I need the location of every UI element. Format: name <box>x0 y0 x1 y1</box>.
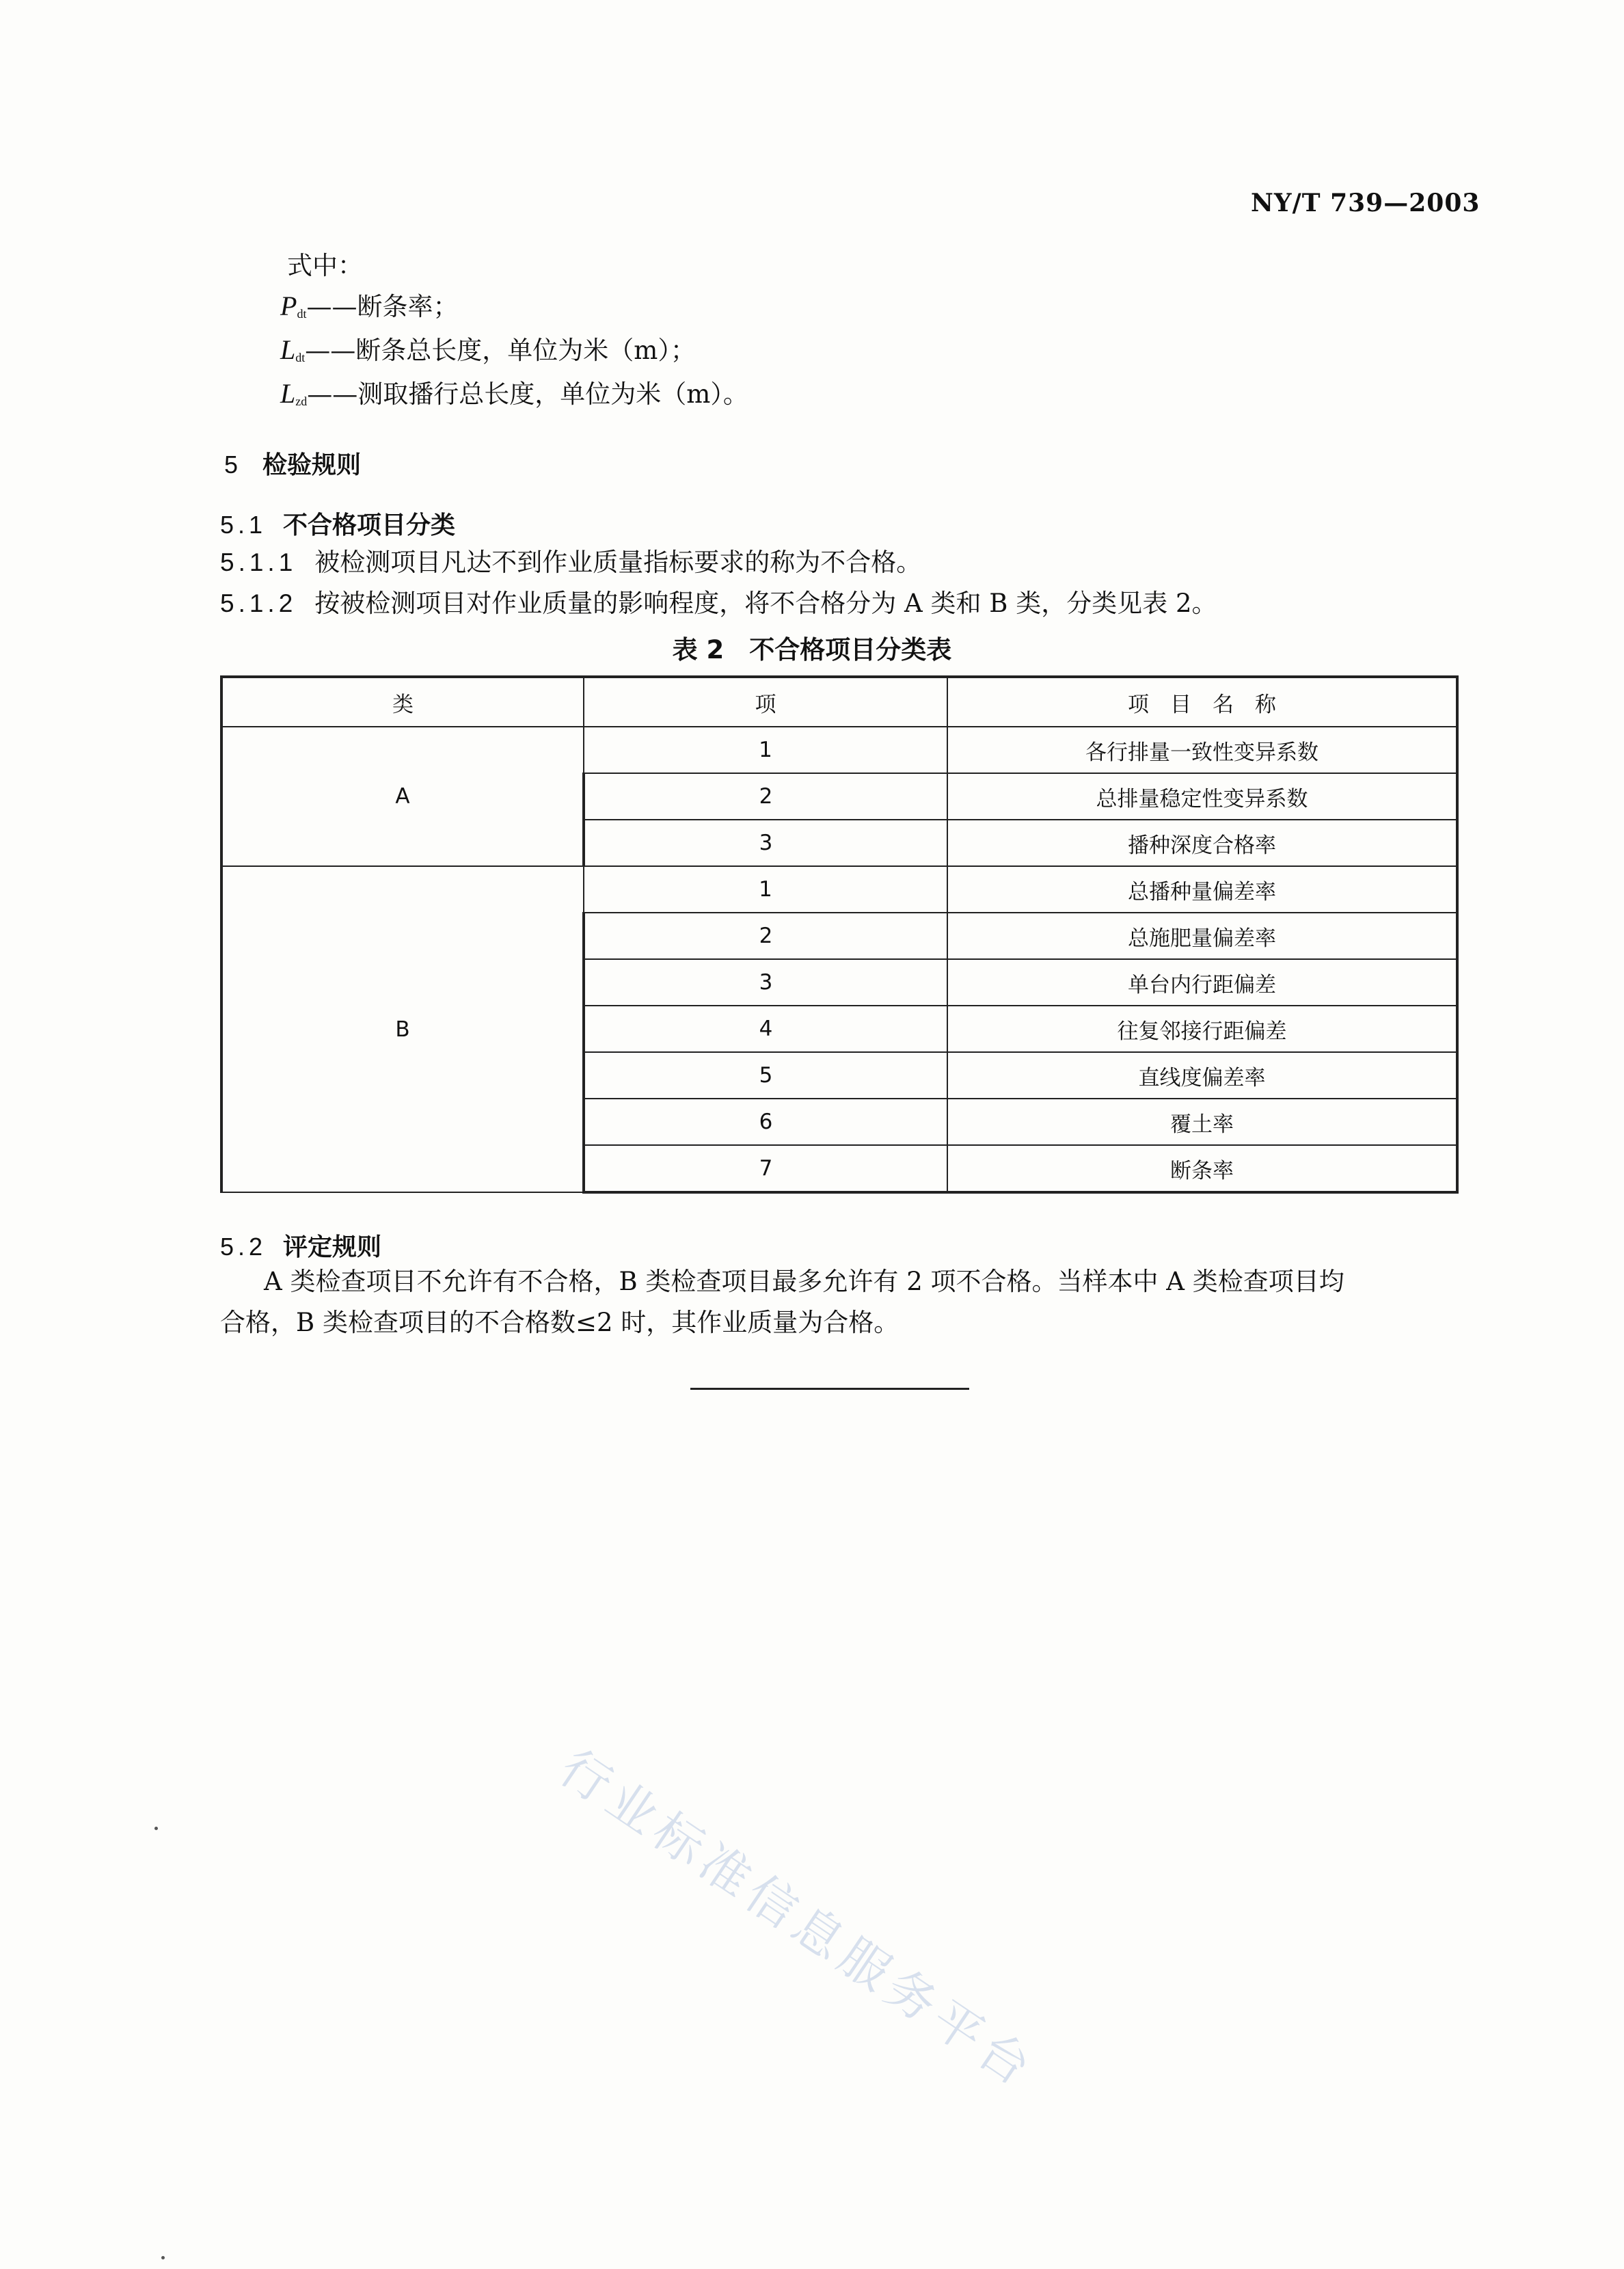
section-5-heading <box>224 446 361 481</box>
standard-code: NY/T 739—2003 <box>1251 189 1480 217</box>
clause-text: 被检测项目凡达不到作业质量指标要求的称为不合格。 <box>314 548 922 577</box>
section-title: 不合格项目分类 <box>283 511 456 539</box>
table-header-row <box>221 677 1457 727</box>
clause-text: 按被检测项目对作业质量的影响程度，将不合格分为 A 类和 B 类，分类见表 2。 <box>314 589 1217 618</box>
legend-symbol: L <box>280 334 296 365</box>
section-number: 5 <box>224 451 243 479</box>
name-cell: 播种深度合格率 <box>947 820 1457 866</box>
legend-item-pdt <box>280 293 458 320</box>
legend-description: ——断条率； <box>306 292 459 321</box>
legend-subscript: dt <box>297 307 307 321</box>
item-cell: 1 <box>584 727 947 773</box>
name-cell: 总播种量偏差率 <box>947 866 1457 913</box>
item-cell: 2 <box>584 773 947 820</box>
name-cell: 覆土率 <box>947 1099 1457 1145</box>
section-5-2-heading <box>220 1228 381 1263</box>
legend-description: ——测取播行总长度，单位为米（m）。 <box>307 379 748 409</box>
clause-number: 5.1.1 <box>220 548 297 576</box>
item-cell: 3 <box>584 820 947 866</box>
name-cell: 各行排量一致性变异系数 <box>947 727 1457 773</box>
end-separator <box>690 1388 969 1390</box>
name-cell: 直线度偏差率 <box>947 1052 1457 1099</box>
name-cell: 单台内行距偏差 <box>947 959 1457 1006</box>
clause-5-1-2 <box>220 591 1217 616</box>
legend-item-ldt <box>280 336 696 364</box>
table-caption: 表 2 不合格项目分类表 <box>672 635 952 664</box>
scan-speck <box>161 2256 165 2259</box>
rule-paragraph-line-2: 合格，B 类检查项目的不合格数≤2 时，其作业质量为合格。 <box>220 1308 899 1337</box>
section-title: 检验规则 <box>262 451 362 479</box>
header-class: 类 <box>221 677 584 727</box>
class-cell-a: A <box>221 727 584 866</box>
table-row <box>221 727 1457 773</box>
section-5-1-heading <box>220 506 455 541</box>
header-name: 项 目 名 称 <box>947 677 1457 727</box>
legend-symbol: P <box>280 291 297 321</box>
item-cell: 7 <box>584 1145 947 1192</box>
legend-item-lzd <box>280 380 748 407</box>
item-cell: 6 <box>584 1099 947 1145</box>
legend-subscript: dt <box>295 351 306 364</box>
classification-table <box>220 675 1459 1194</box>
legend-symbol: L <box>280 378 296 409</box>
section-title: 评定规则 <box>283 1233 382 1261</box>
name-cell: 总施肥量偏差率 <box>947 913 1457 959</box>
rule-paragraph-line-1: A 类检查项目不允许有不合格，B 类检查项目最多允许有 2 项不合格。当样本中 A 类检查项目均 <box>264 1267 1344 1296</box>
watermark: 行业标准信息服务平台 <box>550 1738 1046 2100</box>
item-cell: 5 <box>584 1052 947 1099</box>
item-cell: 4 <box>584 1006 947 1052</box>
section-number: 5.1 <box>220 511 267 539</box>
header-item: 项 <box>584 677 947 727</box>
item-cell: 2 <box>584 913 947 959</box>
legend-description: ——断条总长度，单位为米（m）； <box>305 336 696 365</box>
section-number: 5.2 <box>220 1233 267 1261</box>
name-cell: 总排量稳定性变异系数 <box>947 773 1457 820</box>
item-cell: 1 <box>584 866 947 913</box>
item-cell: 3 <box>584 959 947 1006</box>
scan-speck <box>154 1827 158 1830</box>
clause-number: 5.1.2 <box>220 589 297 617</box>
name-cell: 往复邻接行距偏差 <box>947 1006 1457 1052</box>
class-cell-b: B <box>221 866 584 1192</box>
name-cell: 断条率 <box>947 1145 1457 1192</box>
clause-5-1-1 <box>220 550 921 575</box>
legend-subscript: zd <box>295 394 308 408</box>
table-row <box>221 866 1457 913</box>
formula-legend-intro: 式中： <box>287 251 363 280</box>
